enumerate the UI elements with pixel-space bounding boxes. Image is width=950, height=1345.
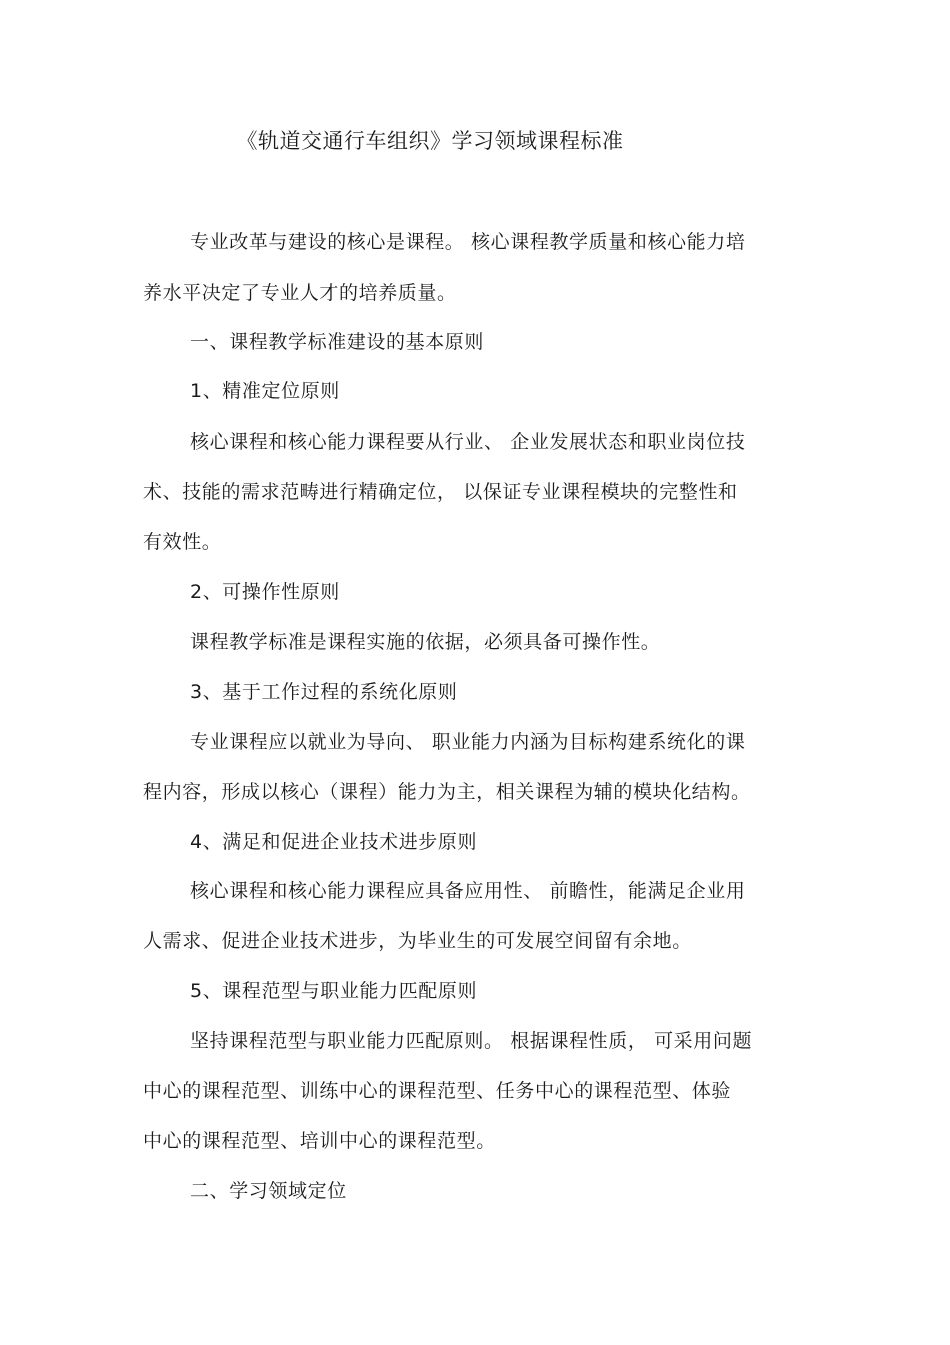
- subsection-heading: 2、可操作性原则: [190, 581, 340, 603]
- body-line: 人需求、促进企业技术进步，为毕业生的可发展空间留有余地。: [143, 930, 692, 952]
- body-line: 核心课程和核心能力课程要从行业、 企业发展状态和职业岗位技: [190, 431, 746, 453]
- body-line: 核心课程和核心能力课程应具备应用性、 前瞻性，能满足企业用: [190, 880, 746, 902]
- body-line: 术、技能的需求范畴进行精确定位， 以保证专业课程模块的完整性和: [143, 481, 738, 503]
- subsection-heading: 3、基于工作过程的系统化原则: [190, 681, 458, 703]
- body-line: 程内容，形成以核心（课程）能力为主，相关课程为辅的模块化结构。: [143, 781, 751, 803]
- subsection-heading: 4、满足和促进企业技术进步原则: [190, 831, 478, 853]
- body-line: 坚持课程范型与职业能力匹配原则。 根据课程性质， 可采用问题: [190, 1030, 753, 1052]
- body-line: 专业改革与建设的核心是课程。 核心课程教学质量和核心能力培: [190, 231, 746, 253]
- subsection-heading: 5、课程范型与职业能力匹配原则: [190, 980, 478, 1002]
- section-heading: 一、课程教学标准建设的基本原则: [190, 331, 485, 353]
- document-title: 《轨道交通行车组织》学习领域课程标准: [236, 129, 624, 153]
- body-line: 中心的课程范型、培训中心的课程范型。: [143, 1130, 496, 1152]
- body-line: 中心的课程范型、训练中心的课程范型、任务中心的课程范型、体验: [143, 1080, 732, 1102]
- section-heading: 二、学习领域定位: [190, 1180, 347, 1202]
- body-line: 专业课程应以就业为导向、 职业能力内涵为目标构建系统化的课: [190, 731, 746, 753]
- subsection-heading: 1、精准定位原则: [190, 380, 340, 402]
- body-line: 有效性。: [143, 531, 222, 553]
- body-line: 课程教学标准是课程实施的依据，必须具备可操作性。: [190, 631, 661, 653]
- body-line: 养水平决定了专业人才的培养质量。: [143, 282, 457, 304]
